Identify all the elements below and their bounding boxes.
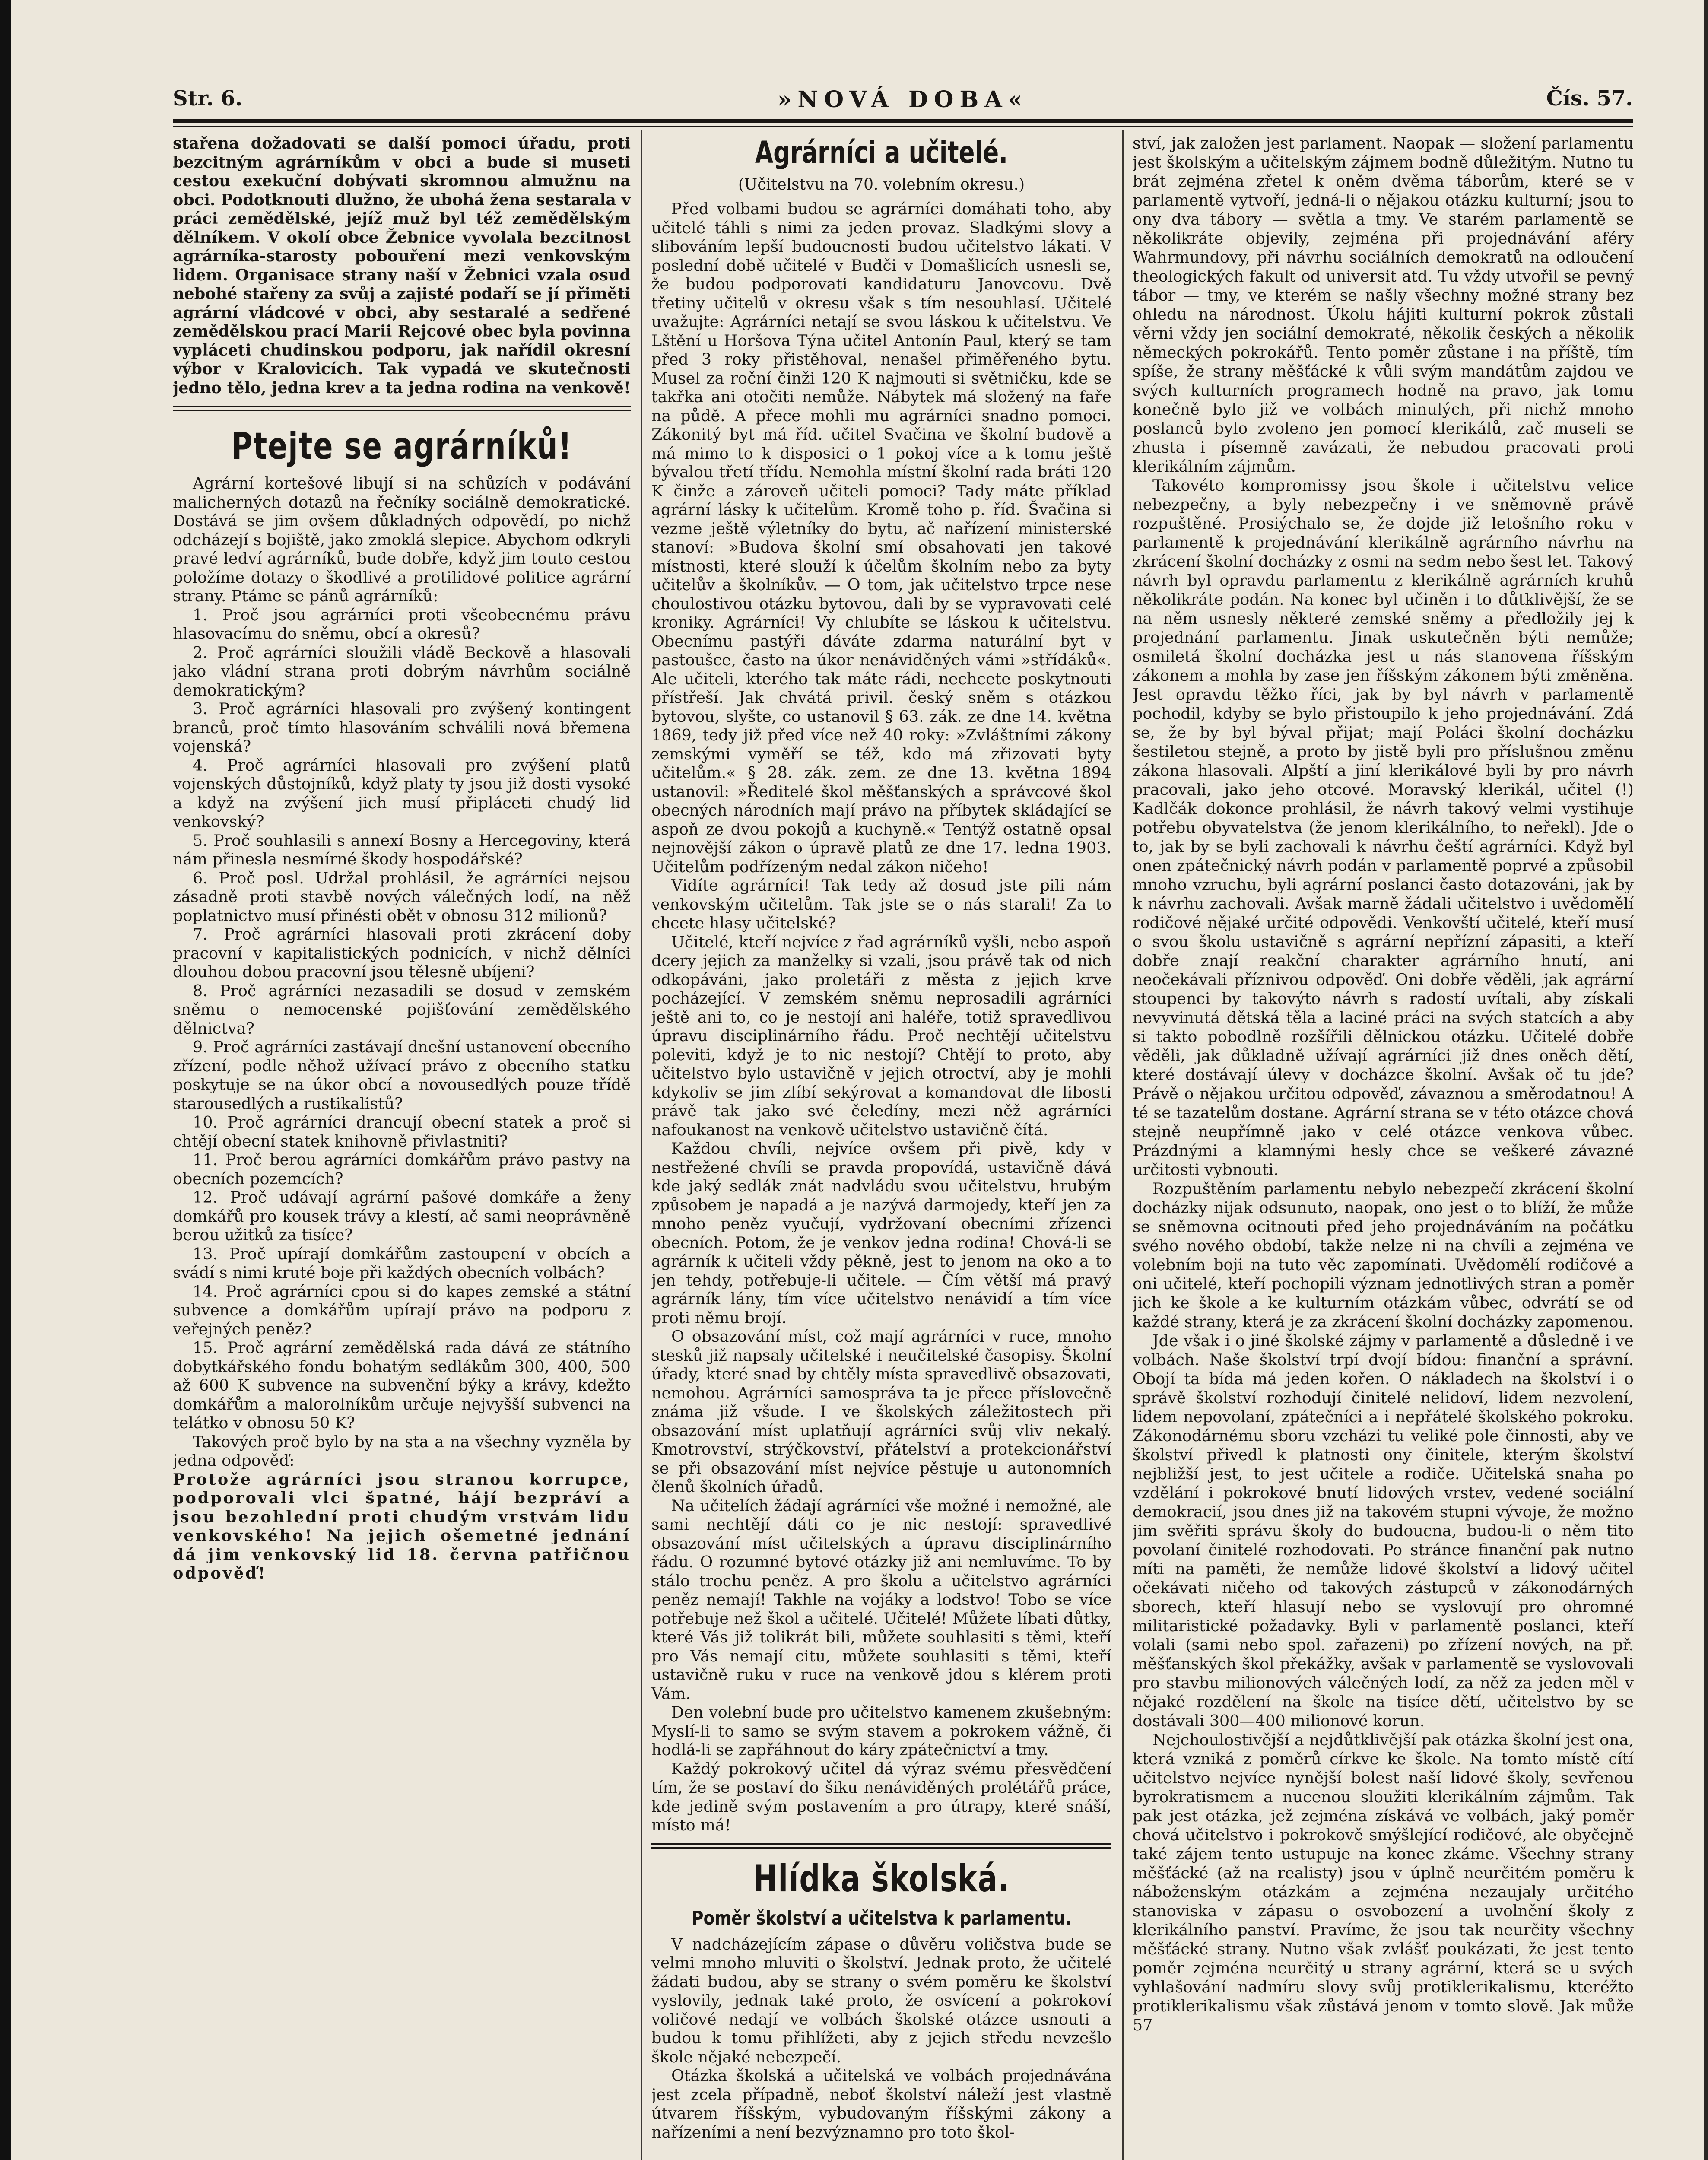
header-rule-thick (173, 119, 1633, 123)
paragraph: Vidíte agrárníci! Tak tedy až dosud jste pili nám venkovským učitelům. Tak jste se o nás starali! Za to chcete hlasy učitelské? (651, 876, 1111, 932)
question-item: 11. Proč berou agrárníci domkářům právo pastvy na obecních pozemcích? (173, 1150, 631, 1188)
paragraph: Rozpuštěním parlamentu nebylo nebezpečí zkrácení školní docházky nijak odsunuto, naopak, ono jest o to blíží, že může se sněmovna ocitnouti před jeho projednáváním na počátku svého nového období, takže nelze ni na chvíli a zejména ve volebním boji na tuto věc zapomínati. Uvědomělí rodičové a oni učitelé, kteří pochopili význam jednotlivých stran a poměr jich ke škole a ke kulturním otázkám vůbec, odvrátí se od každé strany, která je za zkrácení školní docházky zapomenou. (1133, 1179, 1634, 1331)
section-title-hlidka: Hlídka školská. (753, 1857, 1010, 1900)
paragraph: Otázka školská a učitelská ve volbách projednávána jest zcela případně, neboť školství náleží jest vlastně útvarem říšským, vybudovaným říšskými zákony a nařízeními a není bezvýznamno pro toto škol- (651, 2066, 1111, 2141)
paragraph: Nejchoulostivější a nejdůtklivější pak otázka školní jest ona, která vzniká z poměrů církve ke škole. Na tomto místě cítí učitelstvo nejvíce nynější bolest naší lidové školy, sevřenou byrokratismem a nucenou sloužiti klerikálním zájmům. Tak pak jest otázka, jež zejména získává ve volbách, jaký poměr chová učitelstvo i pokrokově smýšlející rodičové, ale obyčejně také zájem tento ustupuje na konec zkáme. Všechny strany měšťácké (až na realisty) jsou v úplně neurčitém poměru k náboženským otázkám a zejména nezaujaly určitého stanoviska v zápasu o osvobození a uvolnění školy z klerikálního panství. Pravíme, že jsou tak neurčity všechny měšťácké strany. Nutno však zvlášť poukázati, že jest tento poměr zejména neurčitý u strany agrární, která se u svých vyhlašování nadmíru slovy svůj protiklerikalismu, kteréžto protiklerikalismu však zůstává jenom v tomto slově. Jak může 57 (1133, 1731, 1634, 2034)
header-rule-thin (173, 126, 1633, 127)
article-separator-thin (173, 410, 631, 411)
paragraph: V nadcházejícím zápase o důvěru voličstva bude se velmi mnoho mluviti o školství. Jednak proto, že učitelé žádati budou, aby se strany o svém poměru ke školství vyslovily, jednak také proto, že osvícení a pokrokoví voličové nedají ve volbách školské otázce usnouti a budou k tomu přihlížeti, aby z jejich středu nevzešlo škole nějaké nebezpečí. (651, 1934, 1111, 2066)
paragraph: ství, jak založen jest parlament. Naopak — složení parlamentu jest školským a učitelským zájmem bodně důležitým. Nutno tu brát zejména zřetel k oněm dvěma táborům, které se v parlamentě vytvoří, jedná-li o nějakou otázku kulturní; jsou to ony dva tábory — světla a tmy. Ve starém parlamentě se několikráte objevily, zejména při projednávání aféry Wahrmundovy, při návrhu sociálních demokratů na odloučení theologických fakult od universit atd. Tu vždy utvořil se pevný tábor — tmy, ve kterém se našly všechny možné strany bez ohledu na národnost. Úkolu hájiti kulturní pokrok zůstali věrni vždy jen sociální demokraté, několik českých a několik německých pokrokářů. Tento poměr zůstane i na příště, tím spíše, že strany měšťácké k vůli svým mandátům zajdou ve svých kulturních programech hodně na pravo, jak tomu konečně bylo již ve volbách minulých, při nichž mnoho poslanců bylo zvoleno jen pomocí klerikálů, zač museli se zhusta i písemně zavázati, že nebudou pracovati proti klerikálním zájmům. (1133, 134, 1634, 476)
question-list (173, 606, 631, 1433)
article-title-agrarnici: Agrárníci a učitelé. (755, 135, 1008, 170)
column-divider-1 (641, 130, 642, 2160)
answer-intro: Takových proč bylo by na sta a na všechny vyzněla by jedna odpověď: (173, 1432, 631, 1470)
column-1 (173, 134, 631, 2160)
paragraph: Před volbami budou se agrárníci domáhati toho, aby učitelé táhli s nimi za jeden provaz. Sladkými slovy a slibováním lepší budoucnosti budou učitelstvo lákati. V poslední době učitelé v Budči v Domašlicích usnesli se, že budou podporovati kandidaturu Janovcovu. Dvě třetiny učitelů v okresu však s tím nesouhlasí. Učitelé uvažujte: Agrárníci netají se svou láskou k učitelstvu. Ve Lštění u Horšova Týna učitel Antonín Paul, který se tam před 3 roky přistěhoval, nenašel přiměřeného bytu. Musel za roční činži 120 K najmouti si světničku, kde se takřka ani otočiti nemůže. Nábytek má složený na faře na půdě. A přece mohli mu agrárníci snadno pomoci. Zákonitý byt má říd. učitel Svačina ve školní budově a má mimo to k disposici o 1 pokoj více a k tomu ještě bývalou třetí třídu. Nemohla místní školní rada bráti 120 K činže a zároveň učiteli pomoci? Tady máte příklad agrární lásky k učitelům. Kromě toho p. říd. Švačina si vezme ještě výletníky do bytu, ač nařízení ministerské stanoví: »Budova školní smí obsahovati jen takové místnosti, které slouží k účelům školním nebo za byty učitelův a školníkův. — O tom, jak učitelstvo trpce nese choulostivou otázku bytovou, dali by se vypravovati celé kroniky. Agrárníci! Vy chlubíte se láskou k učitelstvu. Obecnímu pastýři dáváte zdarma naturální byt v pastoušce, často na úkor nenáviděných vámi »střídáků«. Ale učiteli, kterého tak máte rádi, nechcete poskytnouti přístřeší. Jak chvátá privil. český sněm s otázkou bytovou, slyšte, co ustanovil § 63. zák. ze dne 14. května 1869, tedy již před více než 40 roky: »Zvláštními zákony zemskými vyměří se též, kdo má zřizovati byty učitelům.« § 28. zák. zem. ze dne 13. května 1894 ustanovil: »Ředitelé škol měšťanských a správcové škol obecných národních mají právo na příbytek skládající se aspoň ze dvou pokojů a kuchyně.« Tentýž ostatně opsal nejnovější zákon o úpravě platů ze dne 17. ledna 1903. Učitelům podřízeným nedal zákon ničeho! (651, 200, 1111, 876)
newspaper-title: »NOVÁ DOBA« (777, 86, 1029, 113)
paragraph: O obsazování míst, což mají agrárníci v ruce, mnoho stesků již napsaly učitelské i neučitelské časopisy. Školní úřady, které snad by chtěly místa spravedlivě obsazovati, nemohou. Agrárníci samospráva ta je přece příslovečně známa již všude. I ve školských záležitostech při obsazování míst uplatňují agrárníci svůj vliv nekalý. Kmotrovství, strýčkovství, přátelství a protekcionářství se při obsazování míst nejvíce pěstuje u autonomních členů školních úřadů. (651, 1327, 1111, 1496)
paragraph: Takovéto kompromissy jsou škole i učitelstvu velice nebezpečny, a byly nebezpečny i ve sněmovně právě rozpuštěné. Prosiýchalo se, že dojde již letošního roku v parlamentě k projednávání klerikálně agrárního návrhu na zkrácení školní docházky z osmi na sedm nebo šest let. Takový návrh byl opravdu parlamentu z klerikálně agrárních kruhů několikráte podán. Na konec byl učiněn i to důtklivější, že se na něm usnesly některé zemské sněmy a předložily jej k projednání parlamentu. Jinak uskutečněn býti nemůže; osmiletá školní docházka jest u nás stanovena říšským zákonem a mohla by zase jen říšským zákonem býti změněna. Jest opravdu těžko říci, jak by byl návrh v parlamentě pochodil, kdyby se bylo přistoupilo k jeho projednávání. Zdá se, že by byl býval přijat; mají Poláci školní docházku šestiletou stejně, a proto by jistě byli pro příslušnou změnu zákona hlasovali. Alpští a jiní klerikálové byli by pro návrh pracovali, jako jeho otcové. Moravský klerikál, učitel (!) Kadlčák dokonce prohlásil, že návrh takový velmi vystihuje potřebu obyvatelstva (že jenom klerikálního, to neřekl). Jde o to, jak by se byli zachovali k návrhu čeští agrárníci. Když byl onen zpátečnický návrh podán v parlamentě poprvé a způsobil mnoho vzruchu, byli agrární poslanci často dotazováni, jak by k návrhu zachovali. Avšak marně žádali učitelstvo i uvědomělí rodičové nějaké určité odpovědi. Venkovští učitelé, kteří musí o svou školu ustavičně s agrární nepřízní zápasiti, a kteří dobře znají reakční charakter agrárního hnutí, ani neočekávali příznivou odpověď. Oni dobře věděli, jak agrární stoupenci by takovýto návrh s radostí uvítali, aby získali nevyvinutá dětská těla a laciné práci na svých statcích a aby si takto pobodlně rozšířili dělnickou otázku. Učitelé dobře věděli, jak důkladně užívají agrárníci již dnes oněch dětí, které dostávají úlevy v docházce školní. Avšak oč tu jde? Právě o nějakou určitou odpověď, závaznou a směrodatnou! A té se tazatelům dostane. Agrární strana se v této otázce chová stejně neupřímně jako v celé otázce venkova vůbec. Prázdnými a klamnými hesly chce se veškeré závazné určitosti vybnouti. (1133, 476, 1634, 1179)
section-separator (651, 1843, 1111, 1845)
question-item: 7. Proč agrárníci hlasovali proti zkrácení doby pracovní v kapitalistických podnicích, v nichž dělníci dlouhou dobou pracovní jsou tělesně ubíjeni? (173, 925, 631, 981)
page-number: Str. 6. (173, 86, 243, 111)
answer-spaced: Protože agrárníci jsou stranou korrupce, podporovali vlci špatné, hájí bezpráví a jsou bezohlední proti chudým vrstvám lidu venkovského! Na jejich ošemetné jednání dá jim venkovský lid 18. června patřičnou odpověď! (173, 1470, 631, 1582)
question-item: 15. Proč agrární zemědělská rada dává ze státního dobytkářského fondu bohatým sedlákům 300, 400, 500 až 600 K subvence na subvenční býky a krávy, kdežto domkářům a malorolníkům určuje nejvyšší subvenci na telátko v obnosu 50 K? (173, 1338, 631, 1432)
section-subtitle: Poměr školství a učitelstva k parlamentu. (692, 1907, 1071, 1929)
question-item: 8. Proč agrárníci nezasadili se dosud v zemském sněmu o nemocenské pojišťování zemědělského dělnictva? (173, 981, 631, 1038)
column-2 (651, 134, 1111, 2160)
paragraph: Na učitelích žádají agrárníci vše možné i nemožné, ale sami nechtějí dáti co je nic nestojí: spravedlivé obsazování míst učitelských a úpravu disciplinárního řádu. O rozumné bytové otázky již ani nemluvíme. To by stálo trochu peněz. A pro školu a učitelstvo agrárníci peněz nemají! Takhle na vojáky a lodstvo! Tobo se více potřebuje než škol a učitelé. Učitelé! Můžete líbati důtky, které Vás již tolikrát bili, můžete souhlasiti s těmi, kteří pro Vás nemají citu, můžete souhlasiti s těmi, kteří ustavičně ruku v ruce na venkově jdou s klérem proti Vám. (651, 1496, 1111, 1703)
column-3 (1133, 134, 1634, 2160)
article-subtitle: (Učitelstvu na 70. volebním okresu.) (738, 176, 1025, 194)
page-header (173, 86, 1633, 112)
question-item: 14. Proč agrárníci cpou si do kapes zemské a státní subvence a domkářům upírají právo na podporu z veřejných peněz? (173, 1282, 631, 1338)
question-item: 6. Proč posl. Udržal prohlásil, že agrárníci nejsou zásadně proti stavbě nových válečných lodí, na něž poplatnictvo musí přinésti obět v obnosu 312 milionů? (173, 868, 631, 925)
question-item: 1. Proč jsou agrárníci proti všeobecnému právu hlasovacímu do sněmu, obcí a okresů? (173, 605, 631, 643)
section-separator-thin (651, 1847, 1111, 1849)
article-separator (173, 406, 631, 407)
question-item: 9. Proč agrárníci zastávají dnešní ustanovení obecního zřízení, podle něhož užívací právo z obecního statku poskytuje se na úkor obcí a novousedlých pouze třídě starousedlých a rustikalistů? (173, 1038, 631, 1113)
paragraph: Každý pokrokový učitel dá výraz svému přesvědčení tím, že se postaví do šiku nenáviděných prolétářů práce, kde jedině svým postavením a pro útrapy, které snáší, místo má! (651, 1759, 1111, 1834)
paragraph: Každou chvíli, nejvíce ovšem při pivě, kdy v nestřežené chvíli se pravda propovídá, ustavičně dává kde jaký sedlák znát nadvládu svou učitelstvu, hrubým způsobem je napadá a je nazývá darmojedy, kteří jen za mnoho peněz vyučují, vydržovaní obecními zřízenci obecních. Potom, že je venkov jedna rodina! Chová-li se agrárník k učiteli vždy pěkně, jest to jenom na oko a to jen tehdy, potřebuje-li učitele. — Čím větší má pravý agrárník lány, tím více učitelstvo nenávidí a tím více proti němu brojí. (651, 1139, 1111, 1327)
question-item: 4. Proč agrárníci hlasovali pro zvýšení platů vojenských důstojníků, když platy ty jsou již dosti vysoké a když na zvýšení jich musí připláceti chudý lid venkovský? (173, 756, 631, 831)
column-divider-2 (1122, 130, 1124, 2160)
question-item: 10. Proč agrárníci drancují obecní statek a proč si chtějí obecní statek knihovně přivlastniti? (173, 1113, 631, 1150)
issue-number: Čís. 57. (1546, 86, 1633, 111)
scan-left-edge (0, 0, 11, 2160)
question-item: 12. Proč udávají agrární pašové domkáře a ženy domkářů pro kousek trávy a klestí, ač sami neoprávněně berou užitků za tisíce? (173, 1188, 631, 1244)
question-item: 3. Proč agrárníci hlasovali pro zvýšený kontingent branců, proč tímto hlasováním schválili nová břemena vojenská? (173, 699, 631, 756)
article-title-ptejte: Ptejte se agrárníků! (231, 425, 572, 468)
question-item: 2. Proč agrárníci sloužili vládě Beckově a hlasovali jako vládní strana proti dobrým návrhům sociálně demokratickým? (173, 643, 631, 699)
question-item: 5. Proč souhlasili s annexí Bosny a Hercegoviny, která nám přinesla nesmírné škody hospodářské? (173, 831, 631, 868)
paragraph: Učitelé, kteří nejvíce z řad agrárníků vyšli, nebo aspoň dcery jejich za manželky si vzali, jsou právě tak od nich odkopáváni, jako proletáři z města z jejich krve pocházející. V zemském sněmu neprosadili agrárníci ještě ani to, co je nestojí ani haléře, totiž spravedlivou úpravu disciplinárního řádu. Proč nechtějí učitelstvu poleviti, když je to nic nestojí? Chtějí to proto, aby učitelstvo bylo ustavičně v jejich otroctví, aby je mohli kdykoliv se jim zlíbí sekýrovat a komandovat dle libosti právě tak jako své čeledíny, mezi něž agrárníci nafoukanost na venkově učitelstvo ustavičně čítá. (651, 932, 1111, 1139)
paragraph: Den volební bude pro učitelstvo kamenem zkušebným: Myslí-li to samo se svým stavem a pokrokem vážně, či hodlá-li se zapřáhnout do káry zpátečnictví a tmy. (651, 1703, 1111, 1759)
paragraph: Jde však i o jiné školské zájmy v parlamentě a důsledně i ve volbách. Naše školství trpí dvojí bídou: finanční a správní. Obojí ta bída má jeden kořen. O nákladech na školství i o správě školství rozhodují činitelé nelidoví, lidem nezvolení, lidem nepovolaní, zpátečníci a i nepřátelé školského pokroku. Zákonodárnému sboru vzcházi tu veliké pole činnosti, aby ve školství přivedl k platnosti ony činitele, kterým školství nejbližší jest, to jest učitele a rodiče. Učitelská snaha po vzdělání i pokrokové bnutí lidových vrstev, vedené sociální demokracií, jsou dnes již na takovém stupni vývoje, že možno jim svěřiti správu školy do budoucna, budou-li o něm tito povolaní činitelé rozhodovati. Po stránce finanční pak nutno míti na paměti, že nemůže lidové školství a lidový učitel očekávati ničeho od takových zástupců v zákonodárných sborech, kteří hlasují nebo se vyslovují pro ohromné militaristické požadavky. Byli v parlamentě poslanci, kteří volali (sami nebo spol. zařazeni) po zřízení nových, na př. měšťanských škol překážky, avšak v parlamentě se vyslovovali pro stavbu milionových válečných lodí, za něž za jeden měl v nějaké rozdělení na škole na tisíce dětí, učitelstvo by se dostávali 300—400 milionové korun. (1133, 1331, 1634, 1730)
question-item: 13. Proč upírají domkářům zastoupení v obcích a svádí s nimi kruté boje při každých obecních volbách? (173, 1244, 631, 1282)
article-continuation: stařena dožadovati se další pomoci úřadu, proti bezcitným agrárníkům v obci a bude si museti cestou exekuční dobývati skromnou almužnu na obci. Podotknouti dlužno, že ubohá žena sestarala v práci zemědělské, jejíž muž byl též zemědělským dělníkem. V okolí obce Žebnice vyvolala bezcitnost agrárníka-starosty pobouření mezi venkovským lidem. Organisace strany naší v Žebnici vzala osud nebohé stařeny za svůj a zajisté podaří se jí přiměti agrární vládcové v obci, aby sestaralé a sedřené zemědělskou prací Marii Rejcové obec byla povinna vypláceti chudinskou podporu, jak nařídil okresní výbor v Kralovicích. Tak vypadá ve skutečnosti jedno tělo, jedna krev a ta jedna rodina na venkově! (173, 134, 631, 397)
article-intro: Agrární kortešové libují si na schůzích v podávání malicherných dotazů na řečníky sociálně demokratické. Dostává se jim ovšem důkladných odpovědí, po nichž odcházejí s bojiště, jako zmoklá slepice. Abychom odkryli pravé ledví agrárníků, bude dobře, když jim touto cestou položíme dotazy o škodlivé a protilidové politice agrární strany. Ptáme se pánů agrárníků: (173, 474, 631, 605)
scan-right-edge (1704, 0, 1708, 2160)
